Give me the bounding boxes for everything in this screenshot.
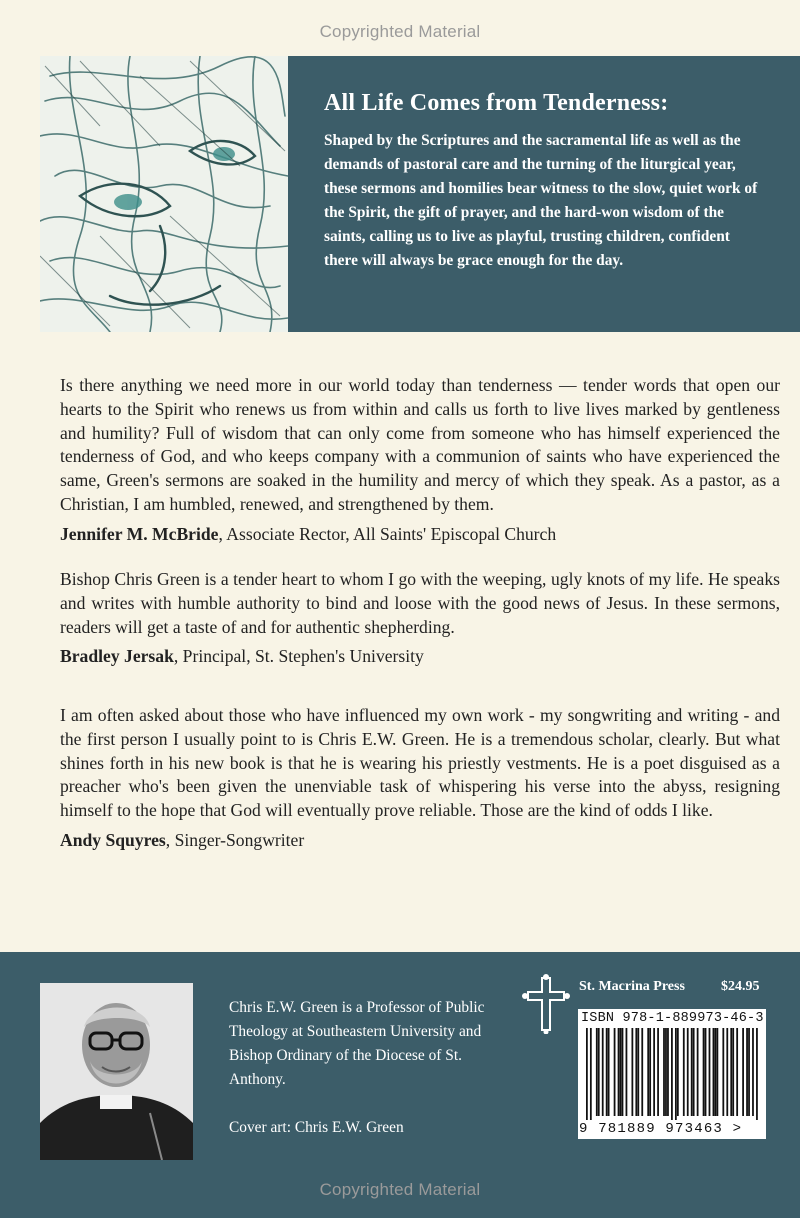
barcode-bar [602,1028,604,1116]
barcode-bar [726,1028,728,1116]
endorser-name: Andy Squyres [60,829,166,850]
barcode-bar [653,1028,655,1116]
barcode-bar [715,1028,717,1116]
barcode-bar [667,1028,669,1116]
barcode-bar [590,1028,592,1120]
endorsement-attribution [60,523,780,545]
price: $24.95 [721,979,760,994]
barcode-bar [649,1028,651,1116]
isbn-label: ISBN 978-1-889973-46-3 [581,1011,764,1026]
barcode-bar [693,1028,695,1116]
endorser-role: , Singer-Songwriter [165,829,305,850]
endorsement-squyres [60,704,780,851]
endorsement-attribution [60,829,780,851]
endorsements [60,374,780,850]
barcode-bar [622,1028,624,1116]
copyright-watermark-bottom: Copyrighted Material [319,1180,481,1199]
barcode-bar [746,1028,748,1116]
endorser-name: Bradley Jersak [60,646,174,667]
blurb-body: Shaped by the Scriptures and the sacramental life as well as the demands of pastoral care and the turning of the liturgical year, these sermons and homilies bear witness to the slow, quiet work of the Spirit, the gift of prayer, and the hard-won wisdom of the saints, calling us to live as playful, trusting children, confident there will always be grace enough for the day. [324,132,758,269]
barcode-bar [703,1028,705,1116]
endorser-role: , Principal, St. Stephen's University [173,646,424,667]
barcode-bar [631,1028,633,1116]
barcode-bar [748,1028,750,1116]
endorsement-text: Is there anything we need more in our world today than tenderness — tender words that open our hearts to the Spirit who renews us from within and calls us forth to live lives marked by gentleness and humility? Full of wisdom that can only come from someone who has himself experienced the tenderness of God, and who keeps company with a communion of saints who have experienced the same, Green's sermons are soaked in the humility and mercy of which they speak. As a pastor, as a Christian, I am humbled, renewed, and strengthened by them. [60,375,780,514]
endorsement-jersak [60,568,780,667]
endorsement-text: I am often asked about those who have influenced my own work - my songwriting and writing - and the first person I usually point to is Chris E.W. Green. He is a tremendous scholar, clearly. But what shines forth in his new book is that he is wearing his priestly vestments. He is a poet disguised as a preacher who's been given the unenviable task of whispering his verse into the abyss, resigning himself to the hope that God will eventually prove reliable. Those are the kind of odds I like. [60,705,780,821]
barcode-bar [606,1028,608,1116]
barcode-bar [732,1028,734,1116]
barcode-bar [608,1028,610,1116]
barcode-bar [675,1028,677,1120]
barcode-bar [713,1028,715,1116]
publisher-name: St. Macrina Press [579,979,685,994]
barcode-bar [671,1028,673,1120]
endorser-name: Jennifer M. McBride [60,523,219,544]
isbn-barcode [578,1009,766,1139]
barcode-bar [626,1028,628,1116]
back-cover-blurb [288,56,800,332]
barcode-bar [752,1028,754,1116]
author-portrait [40,983,193,1160]
barcode-bar [647,1028,649,1116]
barcode-bar [730,1028,732,1116]
cross-icon [522,974,570,1034]
barcode-bar [691,1028,693,1116]
barcode-bar [596,1028,598,1116]
barcode-bars [586,1028,760,1120]
barcode-bar [687,1028,689,1116]
barcode-bar [637,1028,639,1116]
blurb-title: All Life Comes from Tenderness: [324,90,669,116]
endorsement-text: Bishop Chris Green is a tender heart to whom I go with the weeping, ugly knots of my life. He speaks and writes with humble authority to bind and loose with the good news of Jesus. In these sermons, readers will get a taste of and for authentic shepherding. [60,569,780,637]
author-photo [40,983,193,1160]
barcode-bar [736,1028,738,1116]
endorsement-mcbride [60,374,780,545]
author-bio-text: Chris E.W. Green is a Professor of Public Theology at Southeastern University and Bishop Ordinary of the Diocese of St. Anthony. [229,999,485,1088]
barcode-bar [709,1028,711,1116]
back-cover-footer [0,952,800,1218]
sketch-face-artwork [40,56,288,332]
barcode-bar [618,1028,620,1116]
barcode-bar [677,1028,679,1116]
cover-art-credit: Cover art: Chris E.W. Green [229,1119,404,1136]
barcode-bar [742,1028,744,1116]
barcode-bar [697,1028,699,1116]
barcode-bar [683,1028,685,1116]
barcode-bar [586,1028,588,1120]
barcode-bar [635,1028,637,1116]
barcode-bar [756,1028,758,1120]
barcode-number: 9 781889 973463 [579,1121,724,1137]
barcode-bar [717,1028,719,1116]
endorsement-attribution [60,645,780,667]
barcode-bar [620,1028,622,1116]
barcode-bar [705,1028,707,1116]
barcode-arrow: > [732,1121,743,1137]
barcode-bar [598,1028,600,1116]
barcode-bar [657,1028,659,1116]
copyright-watermark-top: Copyrighted Material [319,22,481,41]
cover-artwork-sketch [40,56,288,332]
barcode-bar [663,1028,665,1116]
barcode-bar [614,1028,616,1116]
barcode-bar [665,1028,667,1116]
endorser-role: , Associate Rector, All Saints' Episcopal Church [218,523,557,544]
barcode-bar [641,1028,643,1116]
barcode-bar [722,1028,724,1116]
author-bio [229,996,499,1140]
barcode-digits [579,1121,765,1137]
